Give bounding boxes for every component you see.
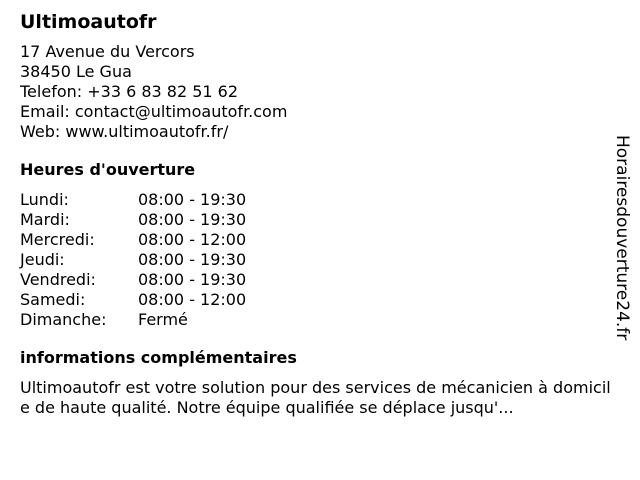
phone-line: Telefon: +33 6 83 82 51 62 — [20, 82, 239, 101]
hours-row-dimanche — [20, 310, 620, 330]
info-description: Ultimoautofr est votre solution pour des services de mécanicien à domicile de haute qualité. Notre équipe qualifiée se déplace jusqu'... — [20, 378, 611, 417]
email-line: Email: contact@ultimoautofr.com — [20, 102, 288, 121]
hours-day: Vendredi: — [20, 270, 96, 289]
hours-day: Mercredi: — [20, 230, 95, 249]
hours-row-mardi — [20, 210, 620, 230]
hours-time: 08:00 - 19:30 — [138, 250, 247, 269]
contact-block — [20, 42, 620, 142]
hours-row-vendredi — [20, 270, 620, 290]
address-street: 17 Avenue du Vercors — [20, 42, 195, 61]
site-watermark: Horairesdouverture24.fr — [612, 135, 632, 341]
hours-row-mercredi — [20, 230, 620, 250]
hours-day: Samedi: — [20, 290, 86, 309]
business-card — [20, 10, 620, 418]
hours-table — [20, 190, 620, 330]
hours-day: Jeudi: — [20, 250, 65, 269]
business-name: Ultimoautofr — [20, 11, 157, 33]
hours-row-samedi — [20, 290, 620, 310]
hours-time: 08:00 - 19:30 — [138, 210, 247, 229]
hours-day: Dimanche: — [20, 310, 107, 329]
hours-time: Fermé — [138, 310, 188, 329]
hours-time: 08:00 - 12:00 — [138, 290, 247, 309]
hours-day: Lundi: — [20, 190, 69, 209]
address-city: 38450 Le Gua — [20, 62, 132, 81]
hours-day: Mardi: — [20, 210, 70, 229]
hours-row-lundi — [20, 190, 620, 210]
hours-heading: Heures d'ouverture — [20, 160, 196, 179]
info-heading: informations complémentaires — [20, 348, 297, 367]
hours-time: 08:00 - 12:00 — [138, 230, 247, 249]
hours-row-jeudi — [20, 250, 620, 270]
hours-time: 08:00 - 19:30 — [138, 270, 247, 289]
hours-time: 08:00 - 19:30 — [138, 190, 247, 209]
web-line: Web: www.ultimoautofr.fr/ — [20, 122, 229, 141]
